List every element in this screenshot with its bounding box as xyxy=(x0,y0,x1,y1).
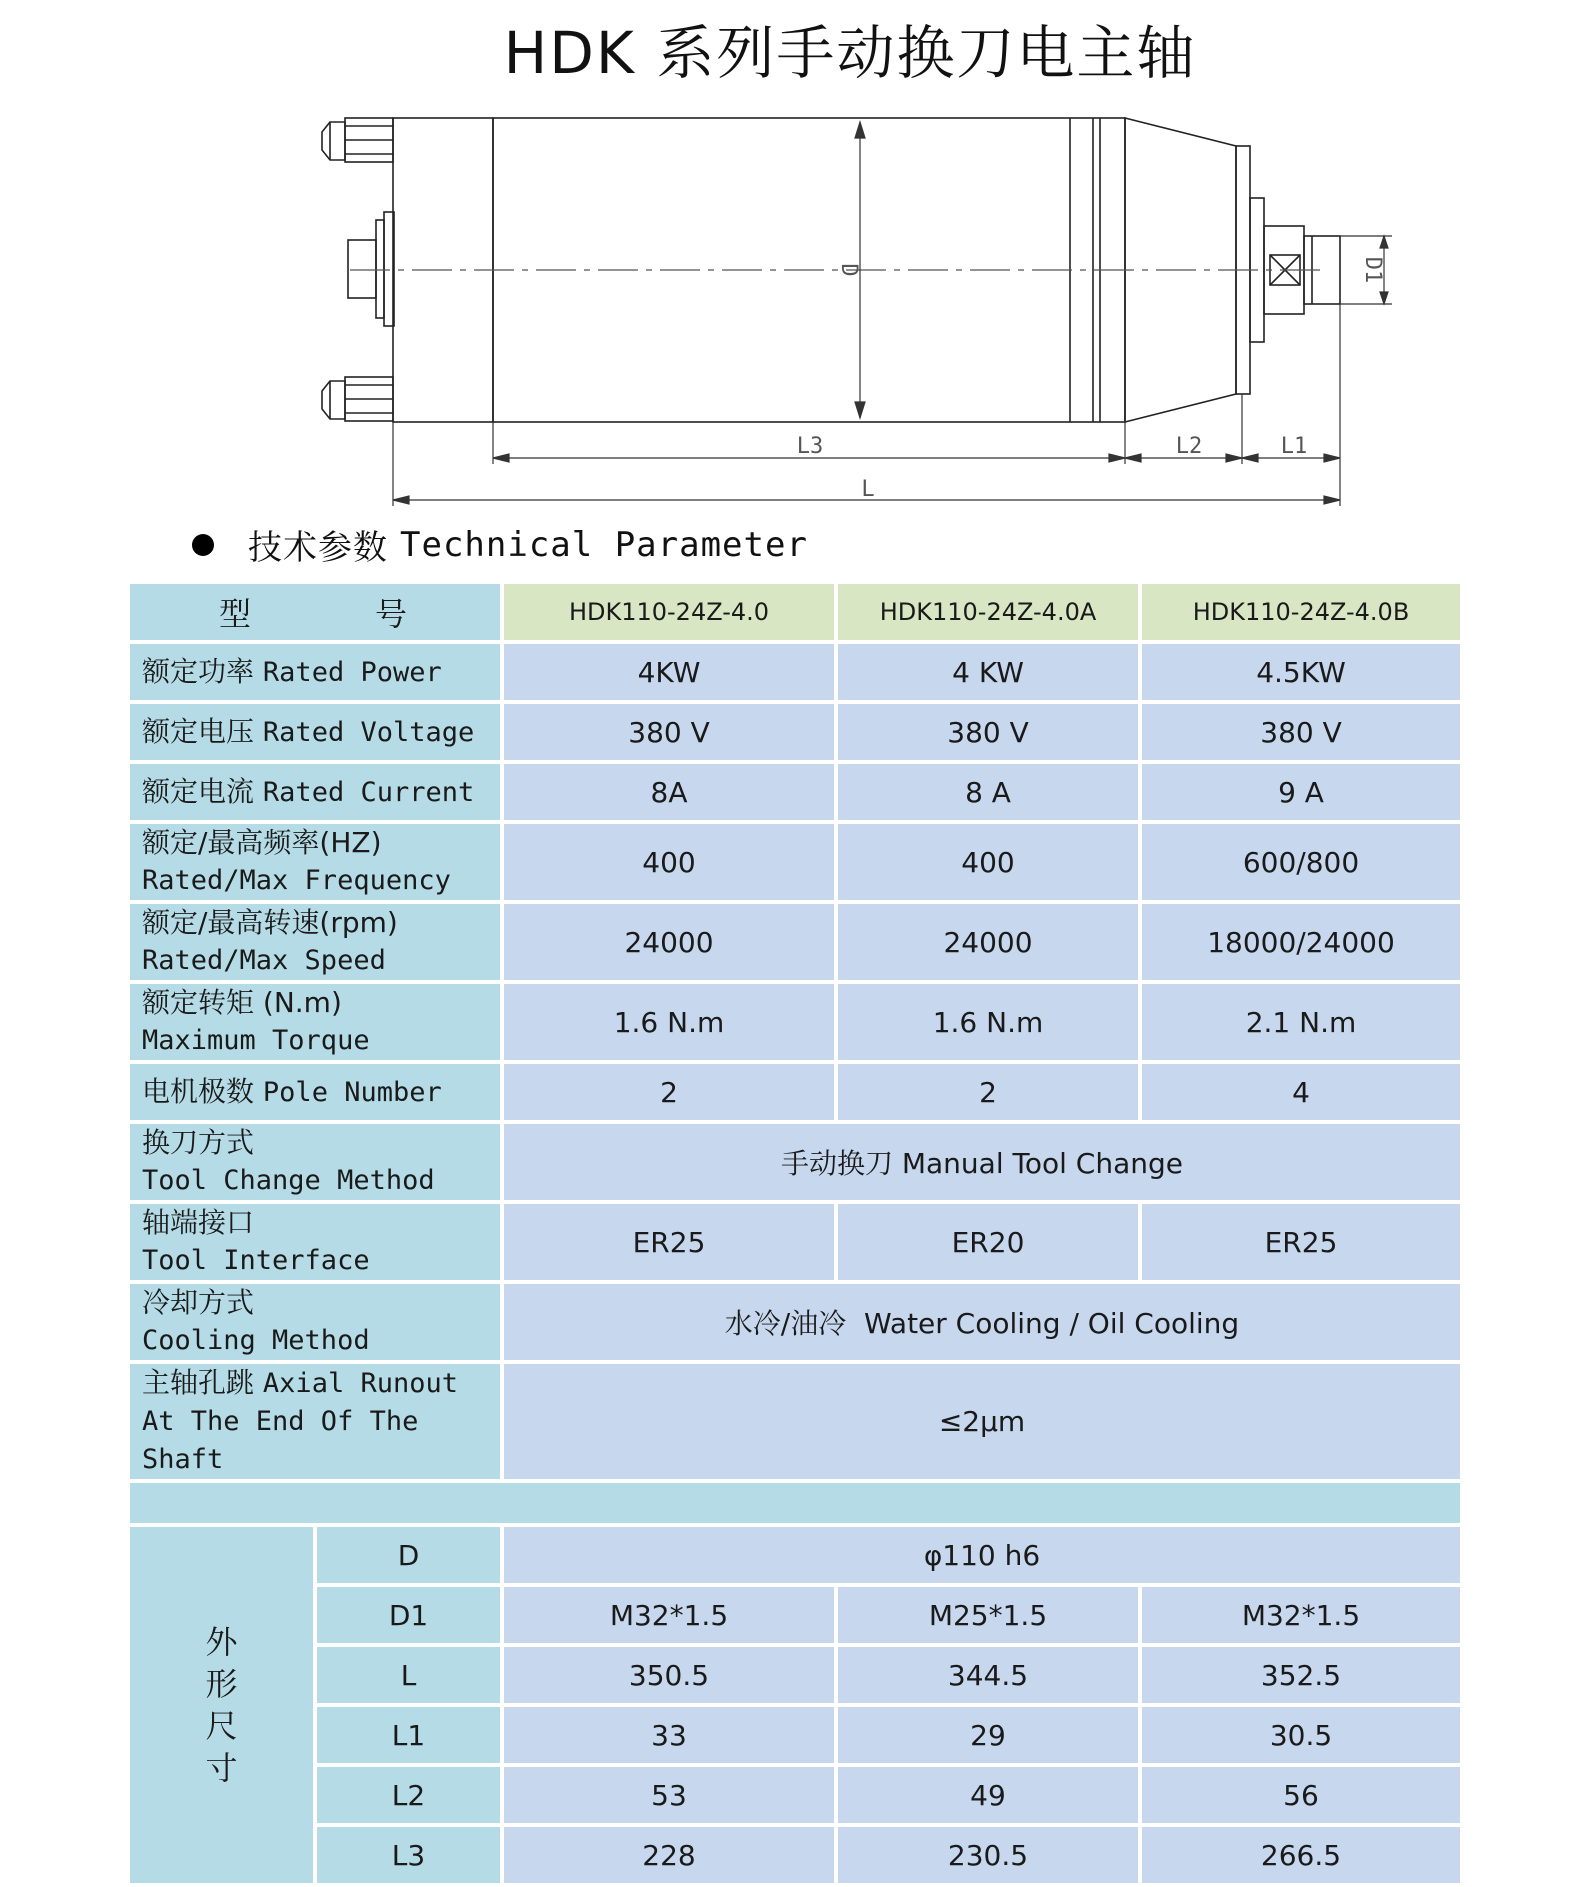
table-row xyxy=(130,1767,1460,1823)
cell: 水冷/油冷 Water Cooling / Oil Cooling xyxy=(504,1284,1460,1360)
dim-key: L xyxy=(317,1647,500,1703)
spacer-row xyxy=(130,1483,1460,1523)
row-label-en-2: At The End Of The Shaft xyxy=(142,1406,419,1475)
parameter-table xyxy=(126,580,1464,1887)
model-label: 型 号 xyxy=(130,584,500,640)
cell: 1.6 N.m xyxy=(838,984,1138,1060)
cell: 33 xyxy=(504,1707,834,1763)
cell: 1.6 N.m xyxy=(504,984,834,1060)
section-title-cn: 技术参数 xyxy=(248,528,388,568)
row-label-cn: 额定/最高转速(rpm) xyxy=(142,906,398,939)
row-label-en: Maximum Torque xyxy=(142,1025,370,1056)
dim-label-D: D xyxy=(836,263,861,277)
table-row xyxy=(130,1647,1460,1703)
dim-key: L1 xyxy=(317,1707,500,1763)
row-label-cn: 电机极数 xyxy=(142,1074,255,1108)
row-label-en: Pole Number xyxy=(262,1076,442,1108)
row-label-en: Axial Runout xyxy=(262,1368,458,1399)
dim-label-L3: L3 xyxy=(796,434,824,459)
row-label-cn: 额定/最高频率(HZ) xyxy=(142,826,382,859)
row-label-en: Rated Voltage xyxy=(262,716,475,748)
cell: φ110 h6 xyxy=(504,1527,1460,1583)
cell: 266.5 xyxy=(1142,1827,1460,1883)
dim-label-L2: L2 xyxy=(1175,434,1203,459)
dim-key: L2 xyxy=(317,1767,500,1823)
cell: 228 xyxy=(504,1827,834,1883)
cell: 230.5 xyxy=(838,1827,1138,1883)
cell: 24000 xyxy=(504,904,834,980)
table-row xyxy=(130,1124,1460,1200)
cell: 400 xyxy=(838,824,1138,900)
cell: 2 xyxy=(838,1064,1138,1120)
row-label-en: Cooling Method xyxy=(142,1325,370,1356)
cell: 4 KW xyxy=(838,644,1138,700)
cell: 344.5 xyxy=(838,1647,1138,1703)
row-label-cn: 换刀方式 xyxy=(142,1126,255,1159)
table-row xyxy=(130,824,1460,900)
row-label-cn: 主轴孔跳 xyxy=(142,1366,255,1399)
table-row xyxy=(130,1707,1460,1763)
cell: 4KW xyxy=(504,644,834,700)
row-label-cn: 额定转矩 (N.m) xyxy=(142,986,342,1019)
cell: 30.5 xyxy=(1142,1707,1460,1763)
table-header-row xyxy=(130,584,1460,640)
cell: 4 xyxy=(1142,1064,1460,1120)
table-row xyxy=(130,904,1460,980)
model-3: HDK110-24Z-4.0B xyxy=(1142,584,1460,640)
row-label-cn: 冷却方式 xyxy=(142,1286,255,1319)
model-2: HDK110-24Z-4.0A xyxy=(838,584,1138,640)
row-label-cn: 额定电流 xyxy=(142,774,255,808)
dim-key: L3 xyxy=(317,1827,500,1883)
cell: 49 xyxy=(838,1767,1138,1823)
section-title-en: Technical Parameter xyxy=(400,524,808,565)
cell: 4.5KW xyxy=(1142,644,1460,700)
bullet-icon xyxy=(192,534,214,556)
page-title: HDK 系列手动换刀电主轴 xyxy=(503,19,1197,87)
table-row xyxy=(130,1284,1460,1360)
dim-label-L1: L1 xyxy=(1280,434,1308,459)
cell: 600/800 xyxy=(1142,824,1460,900)
spindle-drawing xyxy=(0,0,1587,520)
row-label-en: Rated Current xyxy=(262,776,475,808)
cell: ER25 xyxy=(1142,1204,1460,1280)
table-row xyxy=(130,704,1460,760)
cell: ER20 xyxy=(838,1204,1138,1280)
table-row xyxy=(130,1204,1460,1280)
row-label-en: Rated Power xyxy=(262,656,442,688)
table-row xyxy=(130,1587,1460,1643)
cell: 2 xyxy=(504,1064,834,1120)
table-row xyxy=(130,644,1460,700)
dimension-group-label: 外 形 尺 寸 xyxy=(130,1527,313,1883)
dim-label-D1: D1 xyxy=(1360,256,1385,284)
cell: 350.5 xyxy=(504,1647,834,1703)
cell: 56 xyxy=(1142,1767,1460,1823)
row-label-cn: 轴端接口 xyxy=(142,1206,255,1239)
cell: M25*1.5 xyxy=(838,1587,1138,1643)
section-heading xyxy=(192,520,808,569)
cell: 8 A xyxy=(838,764,1138,820)
row-label-cn: 额定功率 xyxy=(142,654,255,688)
table-row xyxy=(130,1527,1460,1583)
cell: 380 V xyxy=(1142,704,1460,760)
cell: 24000 xyxy=(838,904,1138,980)
cell: 9 A xyxy=(1142,764,1460,820)
cell: M32*1.5 xyxy=(1142,1587,1460,1643)
dim-key: D xyxy=(317,1527,500,1583)
cell: 380 V xyxy=(504,704,834,760)
cell: 18000/24000 xyxy=(1142,904,1460,980)
cell: 352.5 xyxy=(1142,1647,1460,1703)
row-label-en: Rated/Max Speed xyxy=(142,945,386,976)
table-row xyxy=(130,1827,1460,1883)
row-label-cn: 额定电压 xyxy=(142,714,255,748)
model-1: HDK110-24Z-4.0 xyxy=(504,584,834,640)
cell: 53 xyxy=(504,1767,834,1823)
cell: 380 V xyxy=(838,704,1138,760)
table-row xyxy=(130,764,1460,820)
table-row xyxy=(130,984,1460,1060)
row-label-en: Tool Interface xyxy=(142,1245,370,1276)
cell: 29 xyxy=(838,1707,1138,1763)
cell: 手动换刀 Manual Tool Change xyxy=(504,1124,1460,1200)
row-label-en: Tool Change Method xyxy=(142,1165,435,1196)
table-row xyxy=(130,1064,1460,1120)
cell: M32*1.5 xyxy=(504,1587,834,1643)
cell: 400 xyxy=(504,824,834,900)
cell: ≤2μm xyxy=(504,1364,1460,1479)
row-label-en: Rated/Max Frequency xyxy=(142,865,451,896)
table-row xyxy=(130,1364,1460,1479)
cell: 2.1 N.m xyxy=(1142,984,1460,1060)
cell: ER25 xyxy=(504,1204,834,1280)
cell: 8A xyxy=(504,764,834,820)
dim-label-L: L xyxy=(861,477,875,502)
dim-key: D1 xyxy=(317,1587,500,1643)
